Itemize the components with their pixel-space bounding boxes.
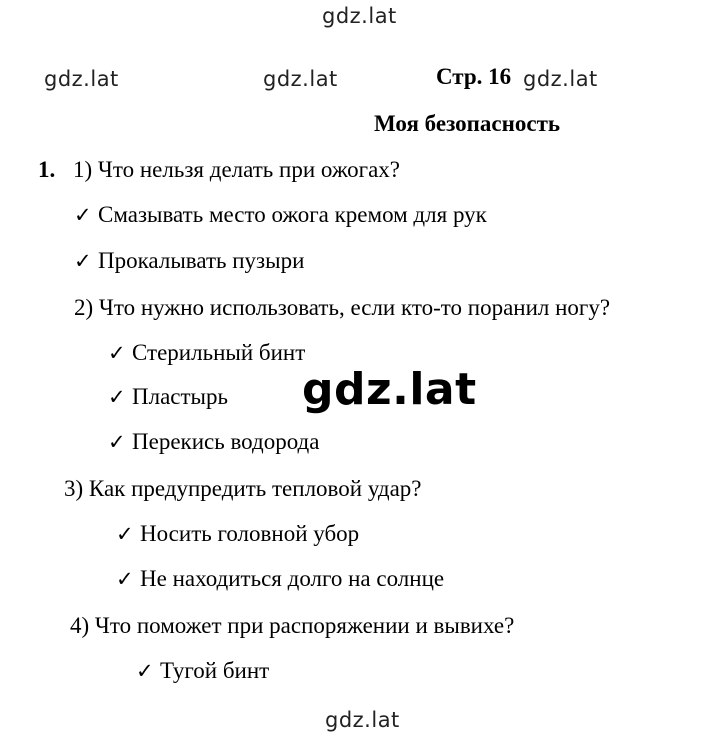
answer-1-2: [74, 248, 304, 274]
checkmark-icon: ✓: [108, 341, 126, 365]
watermark-top: gdz.lat: [322, 4, 397, 28]
answer-2-1: [108, 340, 305, 366]
answer-text: Смазывать место ожога кремом для рук: [98, 202, 487, 227]
answer-4-1: [136, 658, 269, 684]
answer-text: Перекись водорода: [132, 429, 320, 454]
checkmark-icon: ✓: [108, 430, 126, 454]
answer-text: Тугой бинт: [160, 658, 270, 683]
answer-text: Носить головной убор: [140, 521, 360, 546]
answer-2-2: [108, 384, 228, 410]
checkmark-icon: ✓: [74, 249, 92, 273]
page-title: Моя безопасность: [374, 111, 561, 136]
answer-text: Не находиться долго на солнце: [140, 566, 445, 591]
checkmark-icon: ✓: [136, 659, 154, 683]
watermark-middle: gdz.lat: [263, 67, 338, 91]
answer-text: Стерильный бинт: [132, 340, 306, 365]
question-3: 3) Как предупредить тепловой удар?: [64, 476, 422, 501]
watermark-left: gdz.lat: [44, 67, 119, 91]
checkmark-icon: ✓: [108, 385, 126, 409]
answer-3-2: [116, 566, 444, 592]
watermark-right: gdz.lat: [523, 67, 598, 91]
answer-3-1: [116, 521, 359, 547]
checkmark-icon: ✓: [74, 203, 92, 227]
question-2: 2) Что нужно использовать, если кто-то поранил ногу?: [74, 295, 611, 320]
checkmark-icon: ✓: [116, 567, 134, 591]
question-4: 4) Что поможет при распоряжении и вывихе?: [70, 613, 515, 638]
answer-text: Пластырь: [132, 384, 228, 409]
answer-1-1: [74, 202, 487, 228]
checkmark-icon: ✓: [116, 522, 134, 546]
answer-text: Прокалывать пузыри: [98, 248, 305, 273]
answer-2-3: [108, 429, 319, 455]
task-number: 1.: [38, 157, 56, 182]
question-1: 1) Что нельзя делать при ожогах?: [73, 157, 401, 182]
watermark-bottom: gdz.lat: [325, 708, 400, 732]
page-number: Стр. 16: [436, 64, 512, 89]
watermark-center: gdz.lat: [302, 364, 477, 415]
